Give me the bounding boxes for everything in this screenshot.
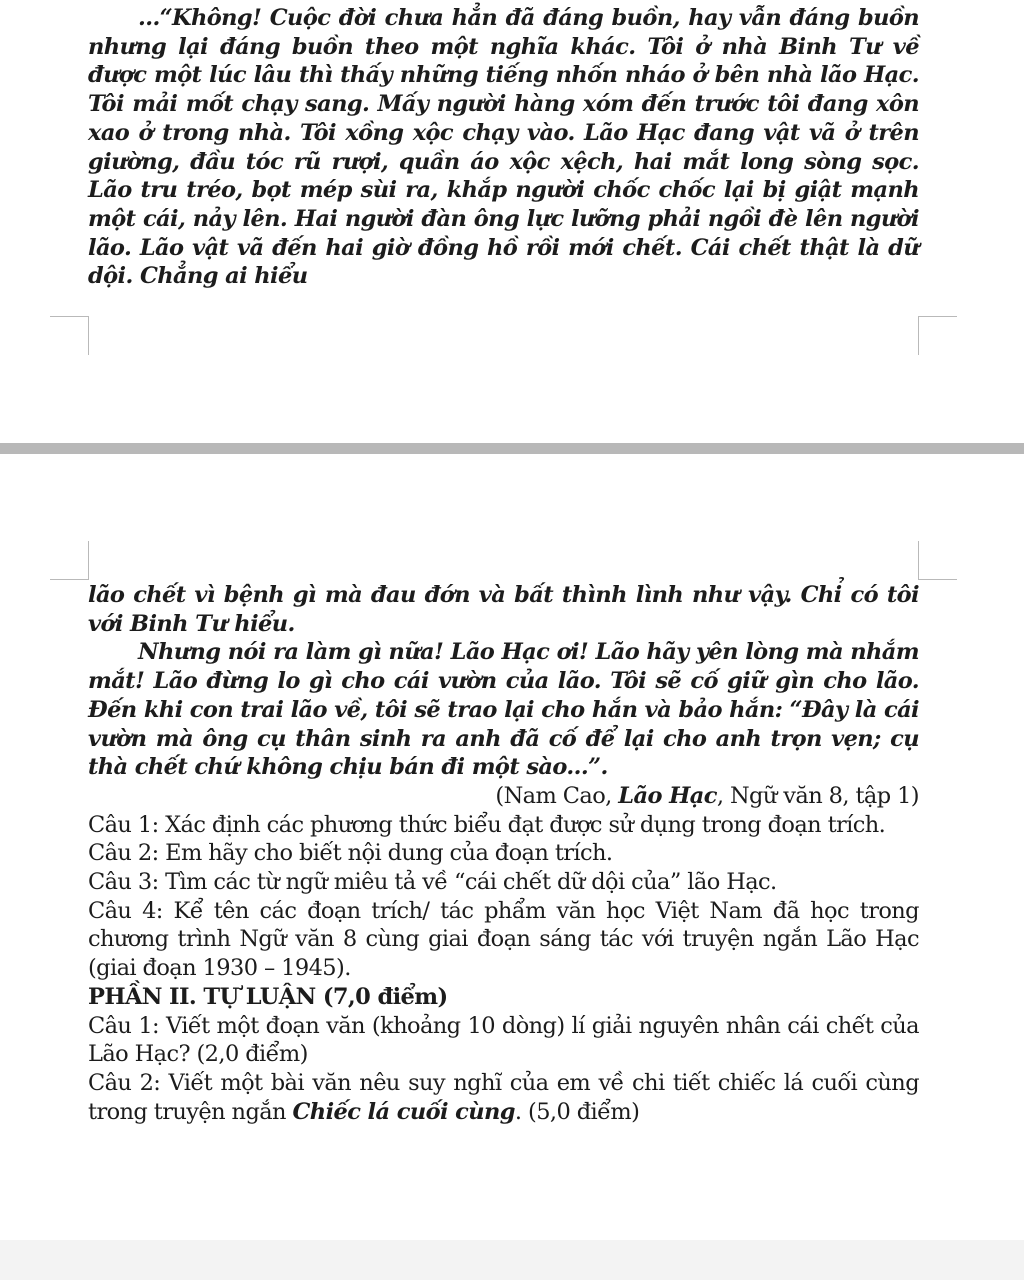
document-page-1	[0, 0, 1024, 443]
question-1: Câu 1: Xác định các phương thức biểu đạt được sử dụng trong đoạn trích.	[88, 811, 886, 838]
part-2-heading: PHẦN II. TỰ LUẬN (7,0 điểm)	[88, 983, 448, 1010]
essay-question-2-work-title: Chiếc lá cuối cùng	[292, 1098, 515, 1125]
essay-question-2	[88, 1069, 919, 1126]
page-corner-mark-top-left	[50, 541, 89, 580]
page-separator	[0, 443, 1024, 454]
page-corner-mark-top-right	[918, 541, 957, 580]
essay-question-2-text: Câu 2: Viết một bài văn nêu suy nghĩ của em về chi tiết chiếc lá cuối cùng trong truyện ngắn	[88, 1069, 919, 1125]
source-work-title: Lão Hạc	[618, 782, 717, 809]
excerpt-paragraph-1: ...“Không! Cuộc đời chưa hẳn đã đáng buồn, hay vẫn đáng buồn nhưng lại đáng buồn theo một nghĩa khác. Tôi ở nhà Binh Tư về được một lúc lâu thì thấy những tiếng nhốn nháo ở bên nhà lão Hạc. Tôi mải mốt chạy sang. Mấy người hàng xóm đến trước tôi đang xôn xao ở trong nhà. Tôi xồng xộc chạy vào. Lão Hạc đang vật vã ở trên giường, đầu tóc rũ rượi, quần áo xộc xệch, hai mắt long sòng sọc. Lão tru tréo, bọt mép sùi ra, khắp người chốc chốc lại bị giật mạnh một cái, nảy lên. Hai người đàn ông lực lưỡng phải ngồi đè lên người lão. Lão vật vã đến hai giờ đồng hồ rồi mới chết. Cái chết thật là dữ dội. Chẳng ai hiểu	[88, 5, 919, 290]
essay-question-2-points: . (5,0 điểm)	[514, 1098, 640, 1125]
question-2: Câu 2: Em hãy cho biết nội dung của đoạn trích.	[88, 840, 613, 867]
question-3: Câu 3: Tìm các từ ngữ miêu tả về “cái chết dữ dội của” lão Hạc.	[88, 869, 777, 896]
excerpt-paragraph-continued: lão chết vì bệnh gì mà đau đớn và bất thình lình như vậy. Chỉ có tôi với Binh Tư hiểu.	[88, 582, 919, 637]
source-suffix: , Ngữ văn 8, tập 1)	[716, 782, 919, 809]
viewer-bottom-strip	[0, 1240, 1024, 1280]
essay-question-1: Câu 1: Viết một đoạn văn (khoảng 10 dòng) lí giải nguyên nhân cái chết của Lão Hạc? (2,0 điểm)	[88, 1012, 919, 1068]
question-4: Câu 4: Kể tên các đoạn trích/ tác phẩm văn học Việt Nam đã học trong chương trình Ngữ văn 8 cùng giai đoạn sáng tác với truyện ngắn Lão Hạc (giai đoạn 1930 – 1945).	[88, 897, 919, 982]
page-2-content	[88, 581, 919, 1126]
excerpt-paragraph-2: Nhưng nói ra làm gì nữa! Lão Hạc ơi! Lão hãy yên lòng mà nhắm mắt! Lão đừng lo gì cho cái vườn của lão. Tôi sẽ cố giữ gìn cho lão. Đến khi con trai lão về, tôi sẽ trao lại cho hắn và bảo hắn: “Đây là cái vườn mà ông cụ thân sinh ra anh đã cố để lại cho anh trọn vẹn; cụ thà chết chứ không chịu bán đi một sào...”.	[88, 639, 919, 781]
source-citation	[88, 782, 919, 811]
source-prefix: (Nam Cao,	[495, 782, 619, 809]
excerpt-block-top	[88, 4, 919, 291]
page-corner-mark-bottom-right	[918, 316, 957, 355]
page-corner-mark-bottom-left	[50, 316, 89, 355]
